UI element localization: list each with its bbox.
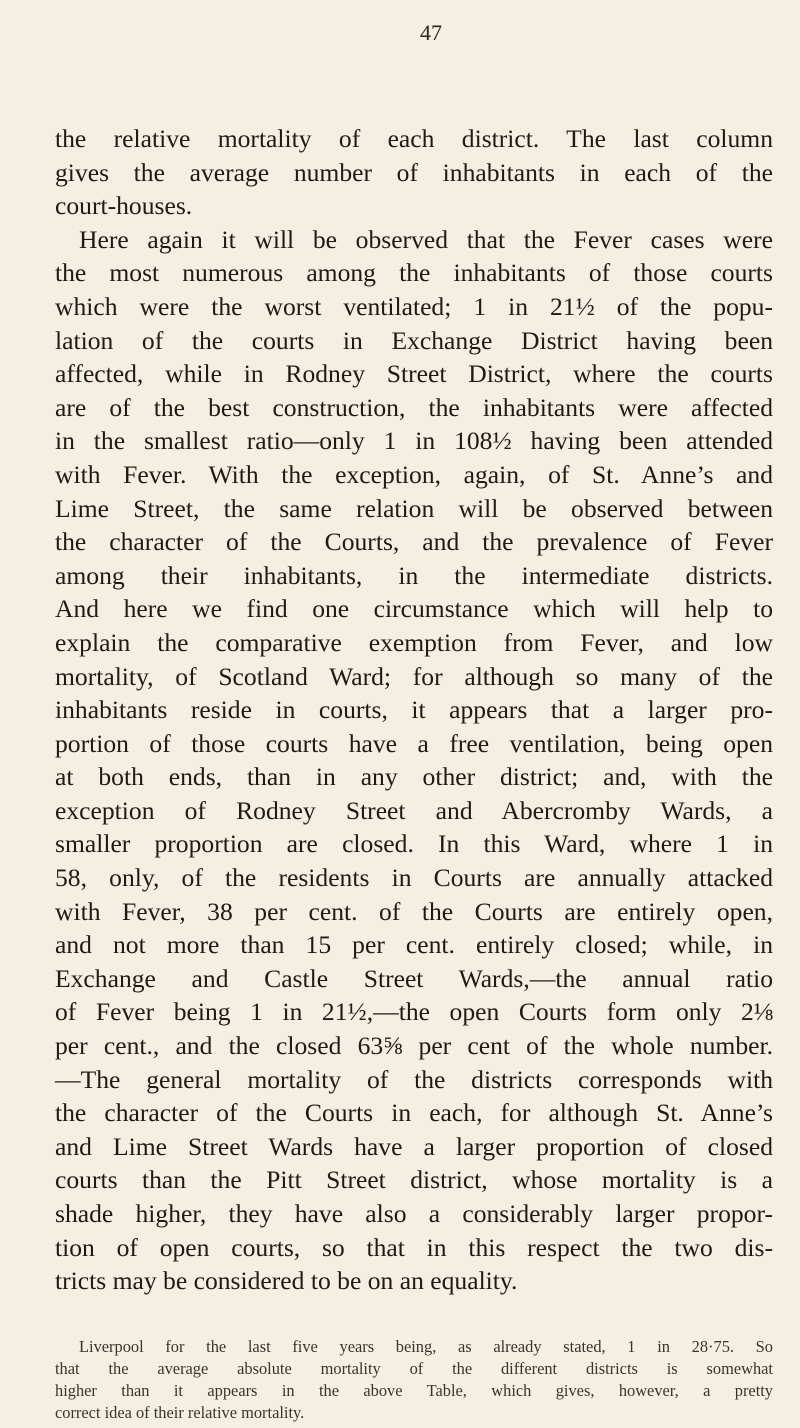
text-line: the character of the Courts, and the prevalence of Fever (55, 527, 773, 557)
text-line: tion of open courts, so that in this respect the two dis- (55, 1232, 773, 1262)
footnote-line: higher than it appears in the above Table, which gives, however, a pretty (55, 1381, 773, 1400)
footnote-line: Liverpool for the last five years being, as already stated, 1 in 28·75. So (79, 1337, 773, 1356)
text-line: tricts may be considered to be on an equality. (55, 1266, 518, 1296)
text-line: which were the worst ventilated; 1 in 21½ of the popu- (55, 291, 773, 321)
text-line: of Fever being 1 in 21½,—the open Courts form only 2⅛ (55, 997, 773, 1027)
text-line: the relative mortality of each district. The last column (55, 124, 773, 153)
text-line: smaller proportion are closed. In this Ward, where 1 in (55, 829, 773, 859)
text-line: —The general mortality of the districts corresponds with (55, 1064, 773, 1094)
text-line: exception of Rodney Street and Abercromby Wards, a (55, 795, 773, 825)
text-line: Lime Street, the same relation will be observed between (55, 493, 773, 523)
text-line: mortality, of Scotland Ward; for although so many of the (55, 661, 773, 691)
footnote-line: correct idea of their relative mortality. (55, 1403, 305, 1422)
footnote (55, 1336, 773, 1424)
text-line: per cent., and the closed 63⅝ per cent of the whole number. (55, 1031, 773, 1061)
page-number: 47 (420, 20, 442, 45)
text-line: the character of the Courts in each, for although St. Anne’s (55, 1098, 773, 1128)
text-line: Exchange and Castle Street Wards,—the annual ratio (55, 963, 773, 993)
text-line: with Fever, 38 per cent. of the Courts are entirely open, (55, 896, 773, 926)
text-line: with Fever. With the exception, again, of St. Anne’s and (55, 459, 773, 489)
text-line: inhabitants reside in courts, it appears that a larger pro- (55, 695, 773, 725)
text-line: are of the best construction, the inhabitants were affected (55, 392, 773, 422)
text-line: among their inhabitants, in the intermediate districts. (55, 560, 773, 590)
text-line: 58, only, of the residents in Courts are annually attacked (55, 863, 773, 893)
text-line: and Lime Street Wards have a larger proportion of closed (55, 1131, 773, 1161)
text-line: shade higher, they have also a considerably larger propor- (55, 1199, 773, 1228)
text-line: gives the average number of inhabitants in each of the (55, 157, 773, 187)
text-line: and not more than 15 per cent. entirely closed; while, in (55, 930, 773, 960)
text-line: at both ends, than in any other district; and, with the (55, 762, 773, 792)
text-line: affected, while in Rodney Street District, where the courts (55, 359, 773, 389)
text-line: courts than the Pitt Street district, whose mortality is a (55, 1165, 773, 1195)
text-line: the most numerous among the inhabitants of those courts (55, 258, 773, 288)
text-line: court-houses. (55, 191, 193, 221)
body-text (55, 122, 773, 1298)
text-line: explain the comparative exemption from Fever, and low (55, 627, 773, 657)
footnote-line: that the average absolute mortality of the different districts is somewhat (55, 1359, 773, 1378)
text-line: Here again it will be observed that the Fever cases were (79, 224, 773, 254)
text-line: And here we find one circumstance which will help to (55, 594, 773, 624)
text-line: in the smallest ratio—only 1 in 108½ having been attended (55, 426, 773, 456)
text-line: lation of the courts in Exchange District having been (55, 325, 773, 355)
text-line: portion of those courts have a free ventilation, being open (55, 728, 773, 758)
